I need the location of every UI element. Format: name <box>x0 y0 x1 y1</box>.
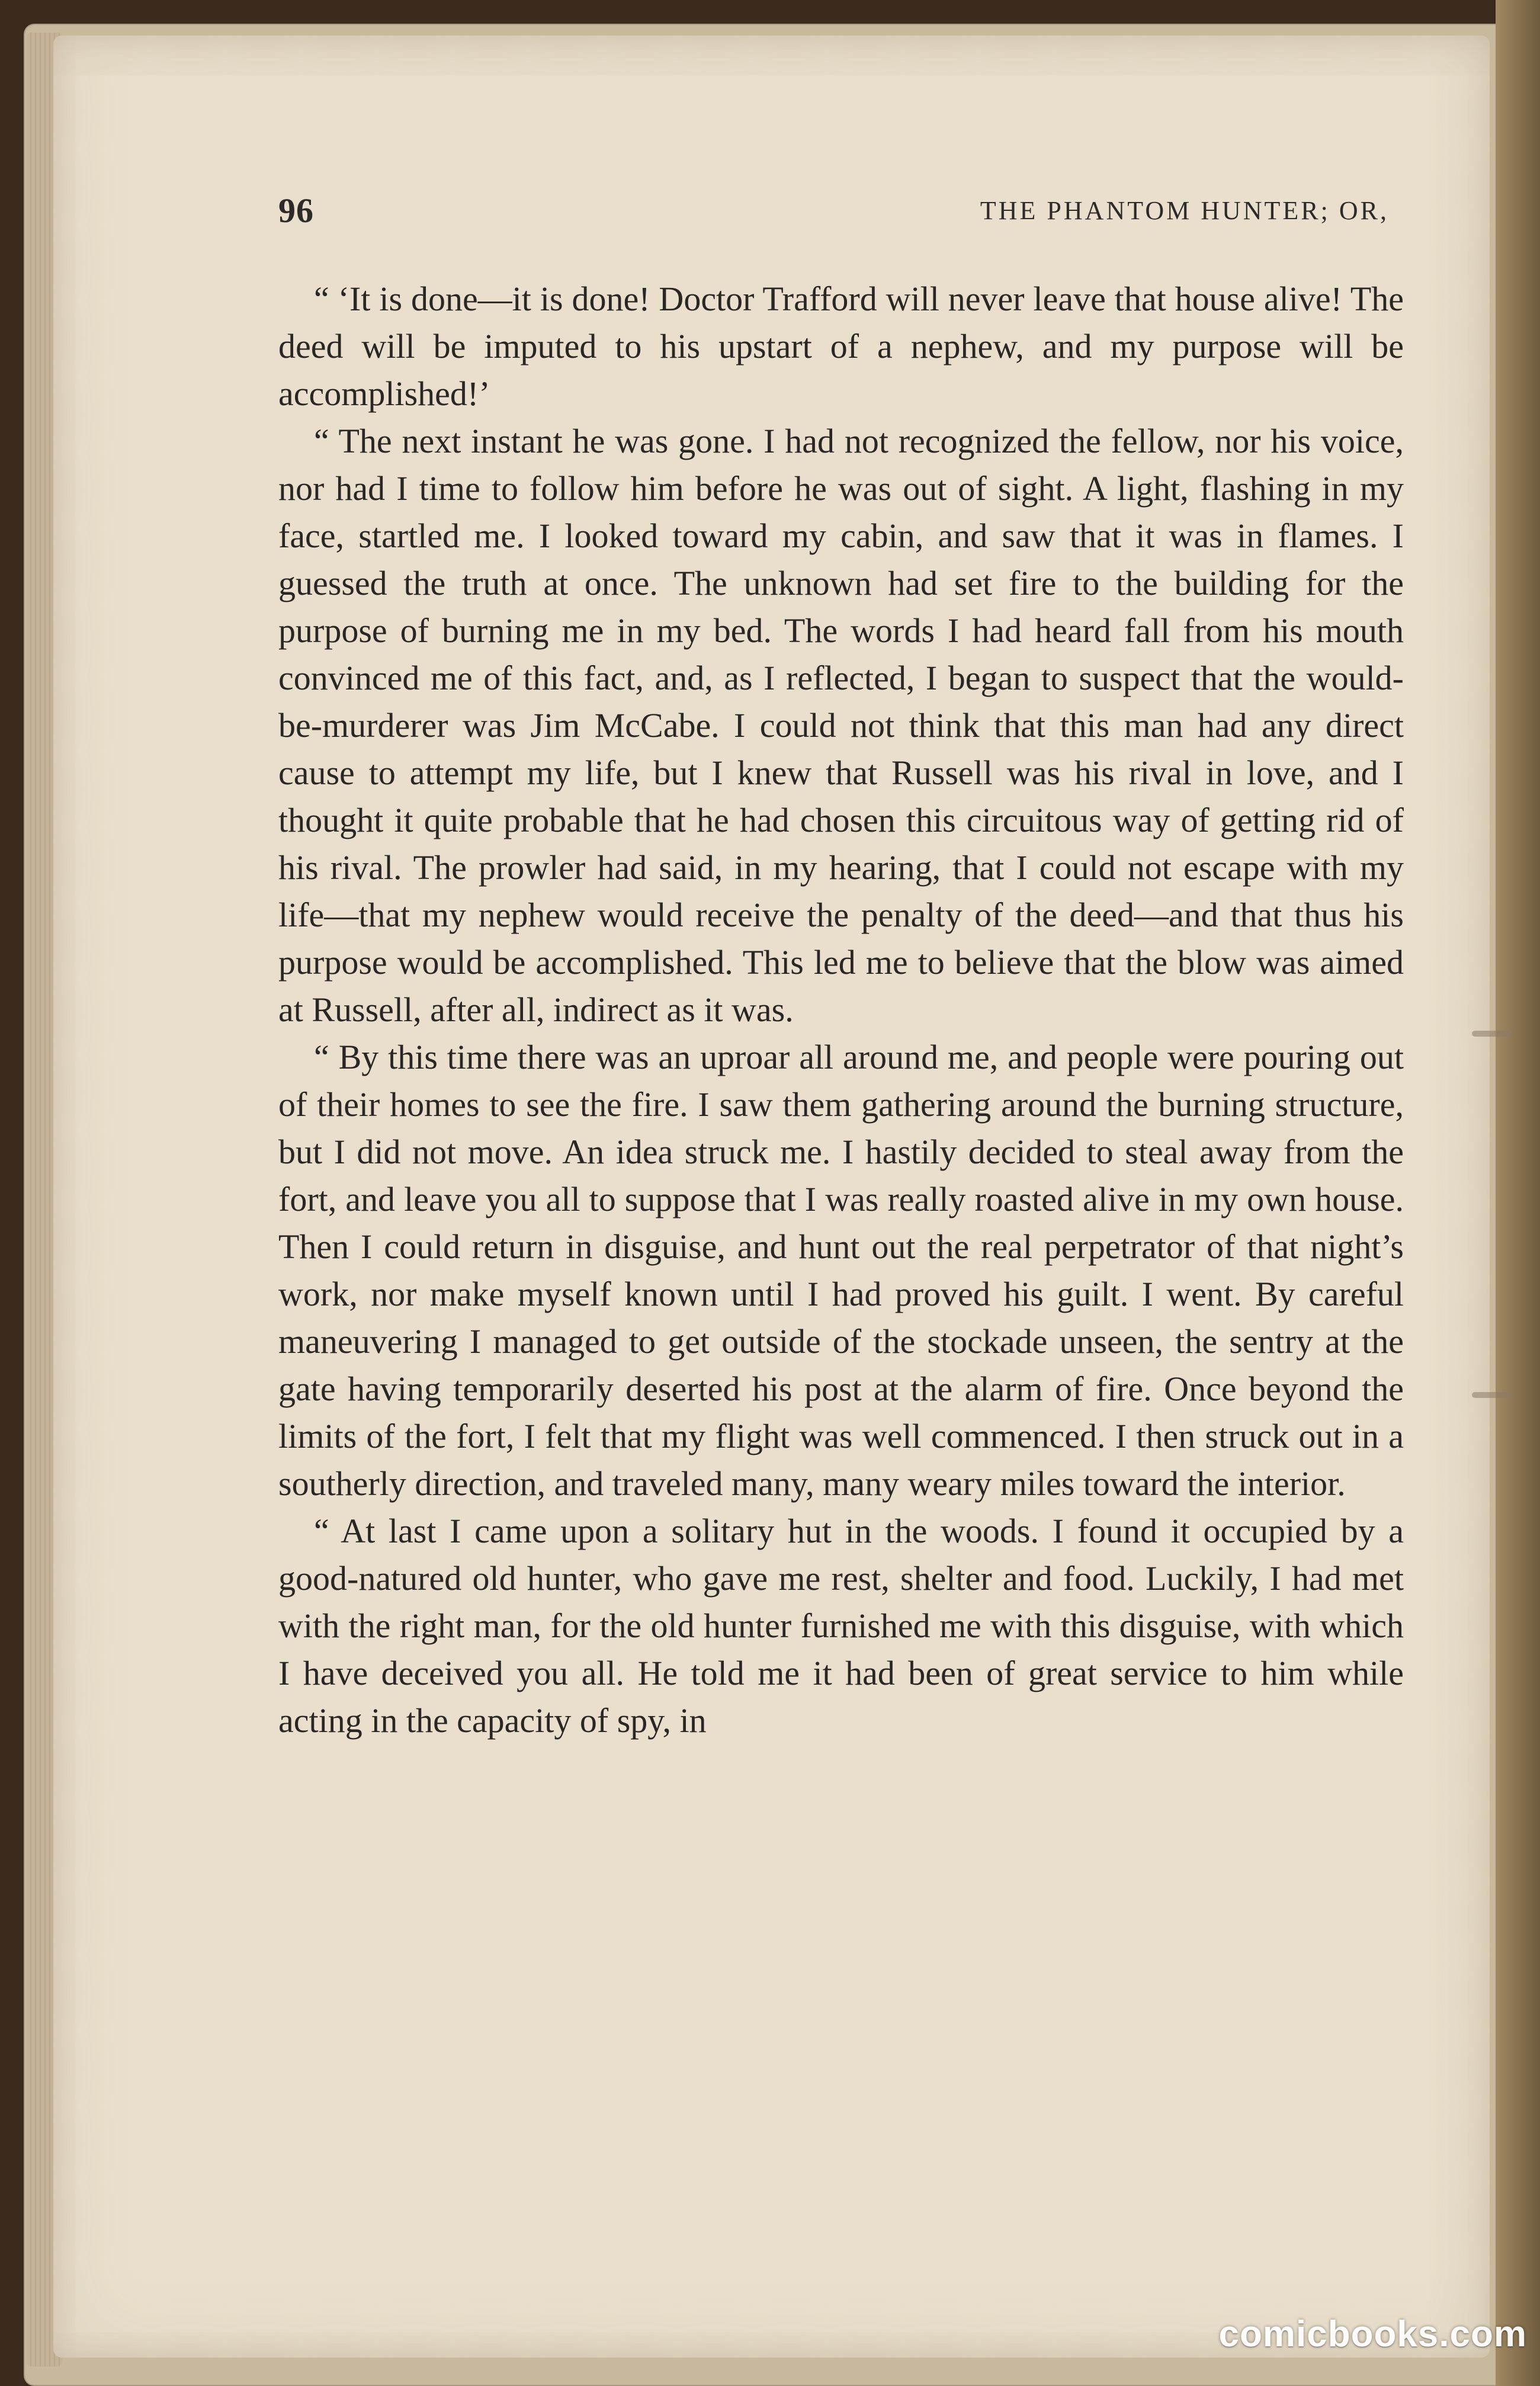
paragraph-2: “ The next instant he was gone. I had not recognized the fellow, nor his voice, nor had I time to follow him before he was out of sight. A light, flashing in my face, startled me. I looked toward my cabin, and saw that it was in flames. I guessed the truth at once. The unknown had set fire to the building for the purpose of burning me in my bed. The words I had heard fall from his mouth convinced me of this fact, and, as I reflected, I began to suspect that the would-be-murderer was Jim McCabe. I could not think that this man had any direct cause to attempt my life, but I knew that Russell was his rival in love, and I thought it quite probable that he had chosen this circuitous way of getting rid of his rival. The prowler had said, in my hearing, that I could not escape with my life—that my nephew would receive the penalty of the deed—and that thus his purpose would be accomplished. This led me to believe that the blow was aimed at Russell, after all, indirect as it was. <box>278 422 1404 1029</box>
page-number: 96 <box>278 191 314 230</box>
book-spine <box>1496 0 1540 2386</box>
binding-stitch-bottom <box>1472 1392 1513 1398</box>
running-header <box>278 193 1404 228</box>
paragraph-4: “ At last I came upon a solitary hut in the woods. I found it occupied by a good-natured old hunter, who gave me rest, shelter and food. Luckily, I had met with the right man, for the old hunter furnished me with this disguise, with which I have deceived you all. He told me it had been of great service to him while acting in the capacity of spy, in <box>278 1512 1404 1740</box>
body-text <box>278 275 1404 1744</box>
watermark: comicbooks.com <box>1218 2314 1527 2355</box>
paragraph-1: “ ‘It is done—it is done! Doctor Trafford will never leave that house alive! The deed will be imputed to his upstart of a nephew, and my purpose will be accomplished!’ <box>278 280 1404 413</box>
paragraph-3: “ By this time there was an uproar all around me, and people were pouring out of their homes to see the fire. I saw them gathering around the burning structure, but I did not move. An idea struck me. I hastily decided to steal away from the fort, and leave you all to suppose that I was really roasted alive in my own house. Then I could return in disguise, and hunt out the real perpetrator of that night’s work, nor make myself known until I had proved his guilt. I went. By careful maneuvering I managed to get outside of the stockade unseen, the sentry at the gate having temporarily deserted his post at the alarm of fire. Once beyond the limits of the fort, I felt that my flight was well commenced. I then struck out in a southerly direction, and traveled many, many weary miles toward the interior. <box>278 1038 1404 1503</box>
binding-stitch-top <box>1472 1031 1513 1037</box>
running-title: THE PHANTOM HUNTER; OR, <box>980 195 1389 225</box>
